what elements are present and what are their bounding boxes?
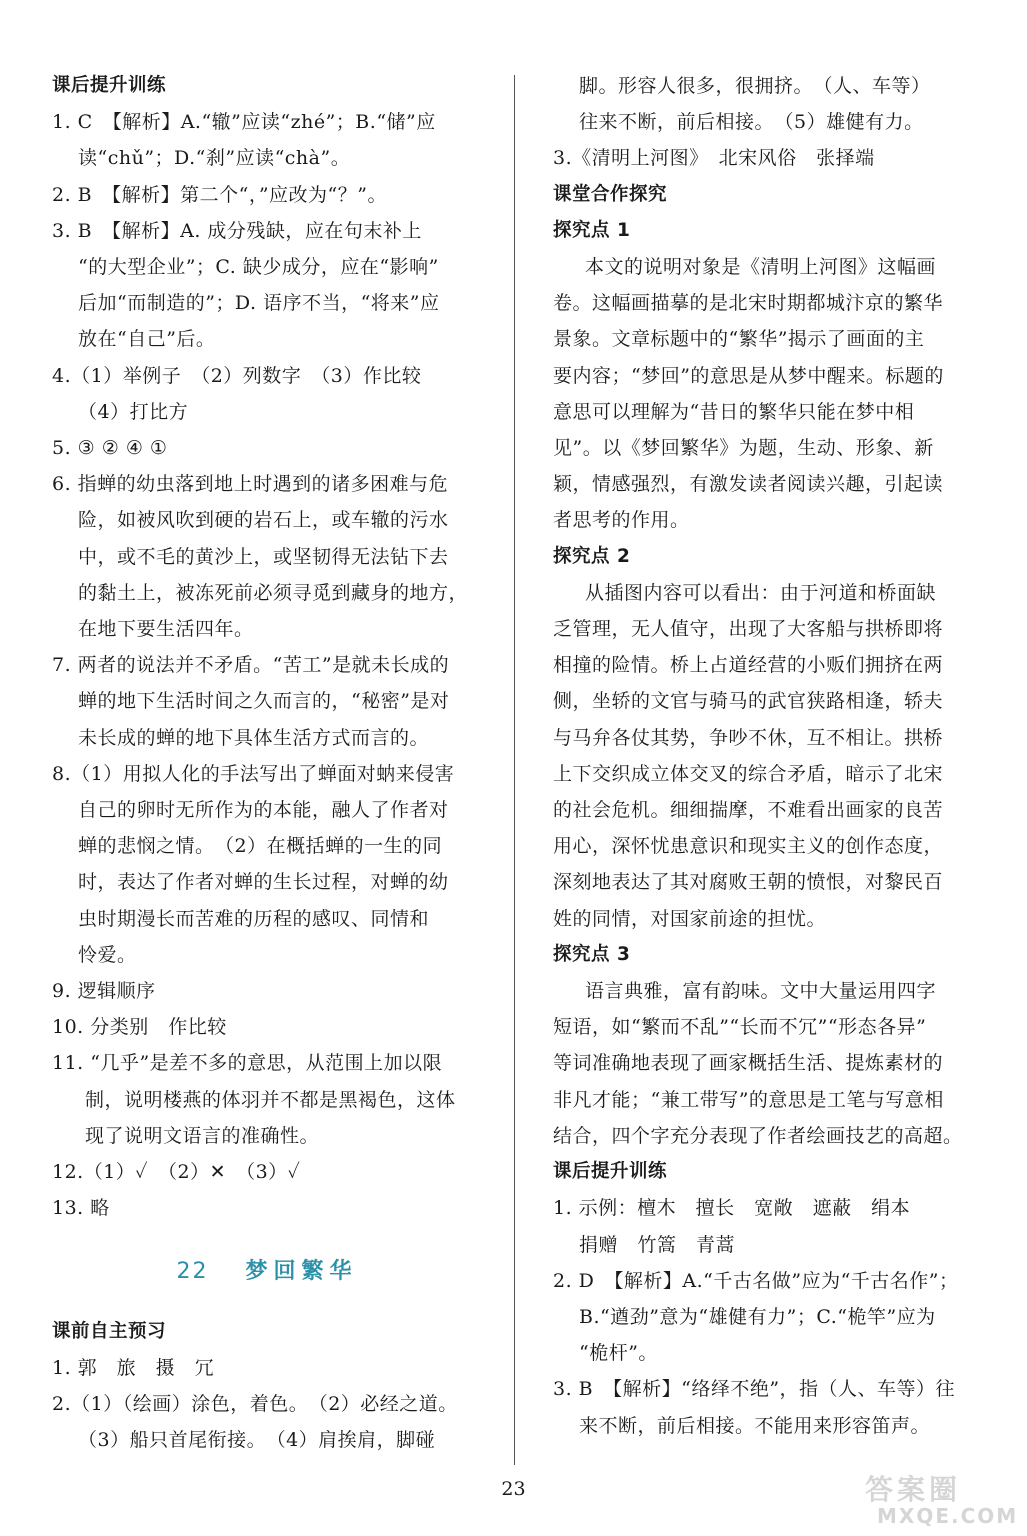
column-divider (514, 75, 515, 1465)
answer-line: 6. 指蝉的幼虫落到地上时遇到的诸多困难与危 (52, 473, 449, 496)
answer-line: （3）船只首尾衔接。 （4）肩挨肩，脚碰 (78, 1429, 436, 1452)
answer-line: 2. B 【解析】第二个“，”应改为“？”。 (52, 183, 387, 206)
answer-line: 在地下要生活四年。 (78, 618, 254, 641)
lesson-title: 梦回繁华 (245, 1258, 358, 1284)
answer-line: B.“遒劲”意为“雄健有力”；C.“桅竿”应为 (579, 1305, 936, 1328)
answer-line: 2.（1）（绘画）涂色，着色。 （2）必经之道。 (52, 1392, 458, 1415)
answer-line: 脚。形容人很多，很拥挤。 （人、车等） (579, 75, 931, 97)
paragraph-line: 颖，情感强烈，有激发读者阅读兴趣，引起读 (553, 473, 944, 496)
answer-line: 现了说明文语言的准确性。 (85, 1124, 320, 1147)
answer-line: 制，说明楼燕的体羽并不都是黑褐色，这体 (85, 1088, 456, 1111)
answer-line: 1. C 【解析】A.“辙”应读“zhé”；B.“储”应 (52, 111, 436, 134)
subsection-heading: 探究点 1 (553, 219, 631, 241)
paragraph-line: 相撞的险情。桥上占道经营的小贩们拥挤在两 (553, 654, 944, 677)
answer-line: 蝉的悲悯之情。 （2）在概括蝉的一生的同 (78, 835, 443, 858)
answer-line: 后加“而制造的”；D. 语序不当，“将来”应 (78, 292, 440, 315)
paragraph-line: 非凡才能；“兼工带写”的意思是工笔与写意相 (553, 1088, 944, 1111)
answer-line: 10. 分类别 作比较 (52, 1016, 227, 1039)
answer-line: 读“chǔ”；D.“刹”应读“chà”。 (78, 147, 351, 170)
paragraph-line: 等词准确地表现了画家概括生活、提炼素材的 (553, 1052, 944, 1075)
watermark-url: MXQE.COM (877, 1504, 1019, 1528)
watermark-logo (835, 1468, 1019, 1530)
paragraph-line: 侧，坐轿的文官与骑马的武官狭路相逢，轿夫 (553, 690, 944, 713)
answer-line: 9. 逻辑顺序 (52, 980, 156, 1003)
answer-line: 1. 示例：檀木 擅长 宽敞 遮蔽 绢本 (553, 1197, 911, 1220)
answer-line: 4.（1）举例子 （2）列数字 （3）作比较 (52, 364, 422, 387)
paragraph-line: 结合，四个字充分表现了作者绘画技艺的高超。 (553, 1124, 963, 1147)
paragraph-line: 本文的说明对象是《清明上河图》这幅画 (585, 256, 937, 279)
answer-line: 1. 郭 旅 摄 冗 (52, 1356, 215, 1379)
section-heading: 课堂合作探究 (553, 183, 668, 205)
lesson-title-row (52, 1227, 482, 1314)
paragraph-line: 的社会危机。细细揣摩，不难看出画家的良苦 (553, 799, 944, 822)
subsection-heading: 探究点 2 (553, 545, 631, 567)
watermark-text: 答案圈 (865, 1473, 962, 1506)
answer-line: 自己的卵时无所作为的本能，融人了作者对 (78, 799, 449, 822)
paragraph-line: 用心，深怀忧患意识和现实主义的创作态度， (553, 835, 944, 858)
answer-line: 险，如被风吹到硬的岩石上，或车辙的污水 (78, 509, 449, 532)
answer-line: 12.（1）✓ （2）✕ （3）✓ (52, 1161, 301, 1184)
answer-line: 捐赠 竹篙 青蒿 (579, 1233, 736, 1256)
paragraph-line: 深刻地表达了其对腐败王朝的愤恨，对黎民百 (553, 871, 944, 894)
lesson-number: 22 (176, 1258, 209, 1284)
section-heading: 课前自主预习 (52, 1320, 167, 1342)
answer-line: 2. D 【解析】A.“千古名做”应为“千古名作”； (553, 1269, 959, 1292)
answer-line: 5. ③ ② ④ ① (52, 437, 168, 460)
answer-line: （4）打比方 (78, 400, 189, 423)
paragraph-line: 与马弁各仗其势，争吵不休，互不相让。拱桥 (553, 726, 944, 749)
answer-line: “桅杆”。 (579, 1342, 658, 1365)
answer-line: 蝉的地下生活时间之久而言的，“秘密”是对 (78, 690, 450, 713)
paragraph-line: 卷。这幅画描摹的是北宋时期都城汴京的繁华 (553, 292, 944, 315)
paragraph-line: 从插图内容可以看出：由于河道和桥面缺 (585, 581, 937, 604)
answer-line: 往来不断，前后相接。 （5）雄健有力。 (579, 111, 924, 134)
paragraph-line: 景象。文章标题中的“繁华”揭示了画面的主 (553, 328, 925, 351)
answer-line: 中，或不毛的黄沙上，或坚韧得无法钻下去 (78, 545, 449, 568)
paragraph-line: 者思考的作用。 (553, 509, 690, 532)
left-column (52, 68, 482, 1458)
answer-line: 3. B 【解析】A. 成分残缺，应在句末补上 (52, 219, 422, 242)
answer-line: 3.《清明上河图》 北宋风俗 张择端 (553, 147, 875, 170)
answer-line: 时，表达了作者对蝉的生长过程，对蝉的幼 (78, 871, 449, 894)
paragraph-line: 姓的同情，对国家前途的担忧。 (553, 907, 827, 930)
answer-line: 13. 略 (52, 1197, 110, 1220)
answer-line: 来不断，前后相接。不能用来形容笛声。 (579, 1414, 931, 1437)
right-column (553, 68, 983, 1444)
answer-line: 3. B 【解析】“络绎不绝”，指（人、车等）往 (553, 1378, 956, 1401)
answer-line: 11. “几乎”是差不多的意思，从范围上加以限 (52, 1052, 443, 1075)
page-number: 23 (501, 1478, 526, 1500)
answer-line: 未长成的蝉的地下具体生活方式而言的。 (78, 726, 430, 749)
subsection-heading: 探究点 3 (553, 943, 631, 965)
answer-line: 放在“自己”后。 (78, 328, 216, 351)
section-heading: 课后提升训练 (553, 1161, 668, 1183)
answer-line: 7. 两者的说法并不矛盾。“苦工”是就未长成的 (52, 654, 450, 677)
answer-line: “的大型企业”；C. 缺少成分，应在“影响” (78, 256, 439, 279)
paragraph-line: 语言典雅，富有韵味。文中大量运用四字 (585, 980, 937, 1003)
answer-line: 的黏土上，被冻死前必须寻觅到藏身的地方， (78, 581, 469, 604)
paragraph-line: 意思可以理解为“昔日的繁华只能在梦中相 (553, 400, 915, 423)
paragraph-line: 要内容；“梦回”的意思是从梦中醒来。标题的 (553, 364, 944, 387)
paragraph-line: 短语，如“繁而不乱”“长而不冗”“形态各异” (553, 1016, 927, 1039)
section-heading: 课后提升训练 (52, 75, 167, 96)
answer-line: 怜爱。 (78, 943, 137, 966)
paragraph-line: 上下交织成立体交叉的综合矛盾，暗示了北宋 (553, 762, 944, 785)
paragraph-line: 乏管理，无人值守，出现了大客船与拱桥即将 (553, 618, 944, 641)
answer-line: 8.（1）用拟人化的手法写出了蝉面对蚋来侵害 (52, 762, 455, 785)
paragraph-line: 见”。以《梦回繁华》为题，生动、形象、新 (553, 437, 934, 460)
answer-line: 虫时期漫长而苦难的历程的感叹、同情和 (78, 907, 430, 930)
